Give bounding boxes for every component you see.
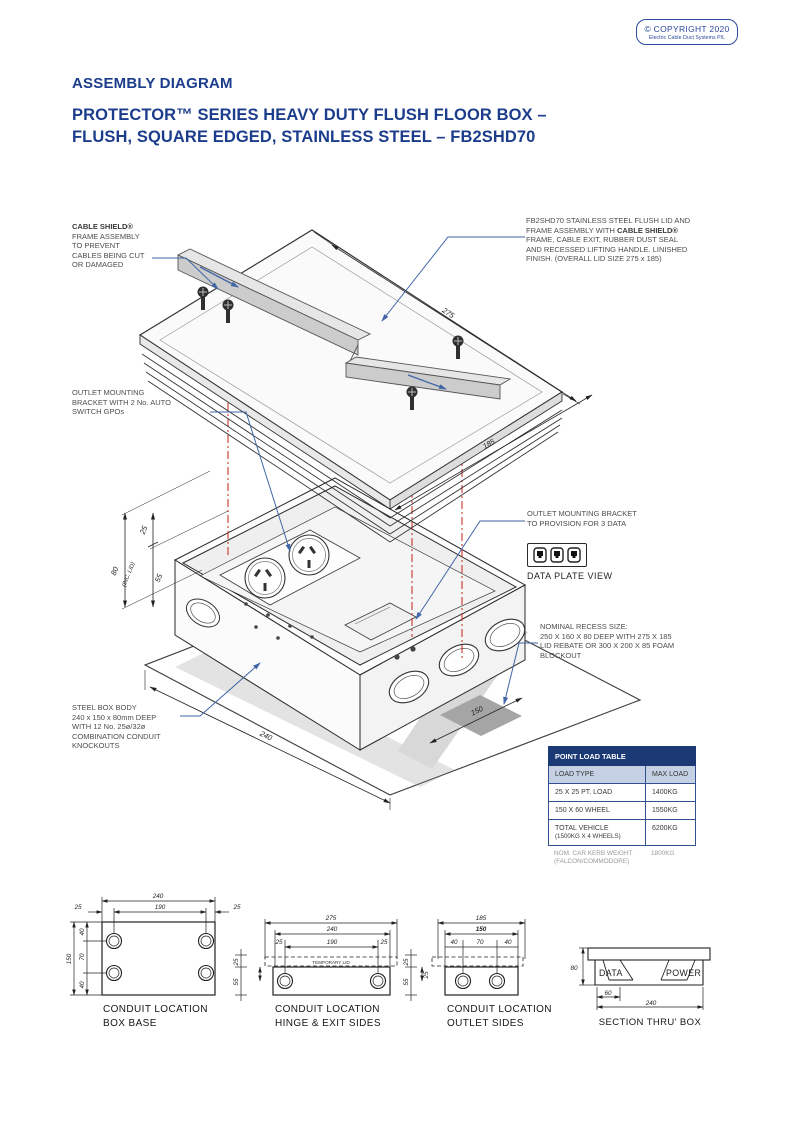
col-max-load: MAX LOAD — [652, 771, 689, 778]
footnote-line: (FALCON/COMMODORE) — [554, 858, 630, 865]
dim-label: 150 — [475, 926, 487, 933]
data-plate-label: DATA PLATE VIEW — [527, 571, 613, 581]
dim-label: 55 — [233, 978, 240, 986]
data-plate-view — [527, 543, 587, 567]
note-line: WITH 12 No. 25ø/32ø — [72, 722, 146, 732]
note-line: TO PREVENT — [72, 241, 120, 251]
diagram-box-base — [60, 885, 255, 1045]
note-line: BLOCKOUT — [540, 650, 582, 660]
diagram-hinge-exit — [248, 885, 433, 1045]
page-title-line1: PROTECTOR™ SERIES HEAVY DUTY FLUSH FLOOR BOX – — [72, 106, 547, 124]
dim-label: 40 — [79, 981, 86, 989]
note-line: 240 x 150 x 80mm DEEP — [72, 712, 157, 722]
dim-label: 40 — [450, 939, 458, 946]
cell-max-load: 1550KG — [652, 807, 678, 814]
note-lid-assembly — [526, 216, 741, 264]
note-line: OUTLET MOUNTING BRACKET — [527, 509, 637, 518]
note-recess-size — [540, 622, 735, 660]
dim-label: 275 — [440, 305, 457, 321]
dim-label: 70 — [79, 953, 86, 961]
table-row — [548, 802, 696, 820]
note-line: SWITCH GPOs — [72, 407, 125, 417]
copyright-box — [636, 19, 738, 45]
diagram-section-thru-box — [565, 928, 750, 1038]
note-line: 250 X 160 X 80 DEEP WITH 275 X 185 — [540, 631, 672, 641]
note-steel-box — [72, 703, 207, 751]
note-data-bracket — [527, 509, 712, 528]
dim-label: 275 — [325, 915, 337, 922]
table-header-row — [548, 766, 696, 784]
point-load-table — [548, 746, 696, 866]
copyright-line2: Electric Cable Duct Systems P/L — [648, 35, 726, 41]
note-line: COMBINATION CONDUIT — [72, 731, 161, 741]
cell-max-load: 6200KG — [652, 825, 678, 832]
note-line-bold: CABLE SHIELD® — [617, 225, 678, 235]
dim-label: 80 — [570, 965, 578, 972]
dim-label: 25 — [380, 939, 388, 946]
dim-label: (INC. LID) — [121, 561, 137, 588]
dim-label: 240 — [645, 1000, 657, 1007]
dim-label: 60 — [604, 990, 612, 997]
dim-label: 55 — [403, 978, 410, 986]
dim-label: 25 — [233, 958, 240, 966]
rj45-icon — [550, 547, 564, 563]
dim-label: 185 — [481, 436, 497, 451]
diagram-title: BOX BASE — [103, 1018, 157, 1029]
col-load-type: LOAD TYPE — [549, 766, 646, 783]
section-title: ASSEMBLY DIAGRAM — [72, 75, 233, 92]
gpo-socket — [245, 558, 285, 598]
note-line: OR DAMAGED — [72, 260, 124, 270]
dim-label: 150 — [66, 953, 73, 965]
table-title: POINT LOAD TABLE — [548, 746, 696, 766]
note-gpo-bracket — [72, 388, 207, 417]
note-line: FINISH. (OVERALL LID SIZE 275 x 185) — [526, 254, 662, 264]
dim-label: 150 — [469, 703, 485, 718]
dim-label: 25 — [233, 904, 241, 911]
rj45-icon — [567, 547, 581, 563]
cell-load-type: 25 X 25 PT. LOAD — [549, 784, 646, 801]
temporary-lid-label: TEMPORARY LID — [312, 960, 350, 965]
note-line: BRACKET WITH 2 No. AUTO — [72, 397, 171, 407]
note-line: OUTLET MOUNTING — [72, 388, 145, 397]
cell-load-type-main: TOTAL VEHICLE — [555, 825, 609, 832]
diagram-title: CONDUIT LOCATION — [103, 1004, 208, 1015]
dim-label: 25 — [275, 939, 283, 946]
note-line: LID REBATE OR 300 X 200 X 85 FOAM — [540, 641, 675, 651]
footnote-line: NOM. CAR KERB WEIGHT — [554, 850, 633, 857]
dim-label: 70 — [476, 939, 484, 946]
note-line: FRAME, CABLE EXIT, RUBBER DUST SEAL — [526, 235, 678, 245]
section-power-label: POWER — [666, 968, 702, 978]
gpo-socket — [289, 535, 329, 575]
note-line: STEEL BOX BODY — [72, 703, 137, 712]
note-cable-shield — [72, 222, 187, 270]
cell-load-type — [549, 820, 646, 845]
dim-label: 240 — [326, 926, 338, 933]
diagram-title: SECTION THRU' BOX — [598, 1017, 702, 1028]
page-title-line2: FLUSH, SQUARE EDGED, STAINLESS STEEL – FB2SHD70 — [72, 128, 536, 146]
note-line: AND RECESSED LIFTING HANDLE. LINISHED — [526, 244, 688, 254]
rj45-icon — [533, 547, 547, 563]
diagram-title: CONDUIT LOCATION — [275, 1004, 380, 1015]
note-line: FB2SHD70 STAINLESS STEEL FLUSH LID AND — [526, 216, 691, 225]
footnote-value: 1800KG — [651, 850, 675, 857]
table-footnote — [548, 850, 696, 866]
footnote-text — [548, 850, 645, 866]
diagram-outlet-sides — [430, 885, 580, 1045]
rim-screw — [394, 654, 399, 659]
note-line: TO PROVISION FOR 3 DATA — [527, 518, 627, 528]
note-line: FRAME ASSEMBLY — [72, 231, 140, 241]
copyright-line1: © COPYRIGHT 2020 — [644, 24, 730, 34]
rim-screw — [410, 646, 415, 651]
dim-label: 25 — [403, 958, 410, 966]
dim-label: 190 — [154, 904, 166, 911]
diagram-title: CONDUIT LOCATION — [447, 1004, 552, 1015]
cell-load-type-sub: (1500KG X 4 WHEELS) — [555, 833, 621, 840]
note-line: NOMINAL RECESS SIZE: — [540, 622, 628, 631]
dim-label: 240 — [152, 893, 164, 900]
dim-label: 240 — [258, 728, 274, 743]
table-row — [548, 784, 696, 802]
dim-label: 40 — [79, 928, 86, 936]
diagram-title: OUTLET SIDES — [447, 1018, 524, 1029]
note-line: CABLES BEING CUT — [72, 250, 145, 260]
table-row — [548, 820, 696, 846]
dim-label: 80 — [108, 565, 121, 577]
note-cable-shield-title: CABLE SHIELD® — [72, 222, 133, 231]
diagram-title: HINGE & EXIT SIDES — [275, 1018, 381, 1029]
note-line: KNOCKOUTS — [72, 741, 120, 751]
iso-lid-assembly — [140, 230, 562, 509]
dim-label: 25 — [74, 904, 82, 911]
dim-label: 185 — [475, 915, 487, 922]
dim-label: 55 — [152, 572, 165, 584]
page-title — [72, 104, 547, 148]
dim-label: 25 — [423, 971, 430, 979]
dim-label: 25 — [137, 524, 150, 536]
cell-max-load: 1400KG — [652, 789, 678, 796]
cell-load-type: 150 X 60 WHEEL — [549, 802, 646, 819]
note-line: FRAME ASSEMBLY WITH — [526, 225, 617, 235]
dim-label: 190 — [326, 939, 338, 946]
dim-label: 40 — [504, 939, 512, 946]
section-data-label: DATA — [599, 968, 623, 978]
